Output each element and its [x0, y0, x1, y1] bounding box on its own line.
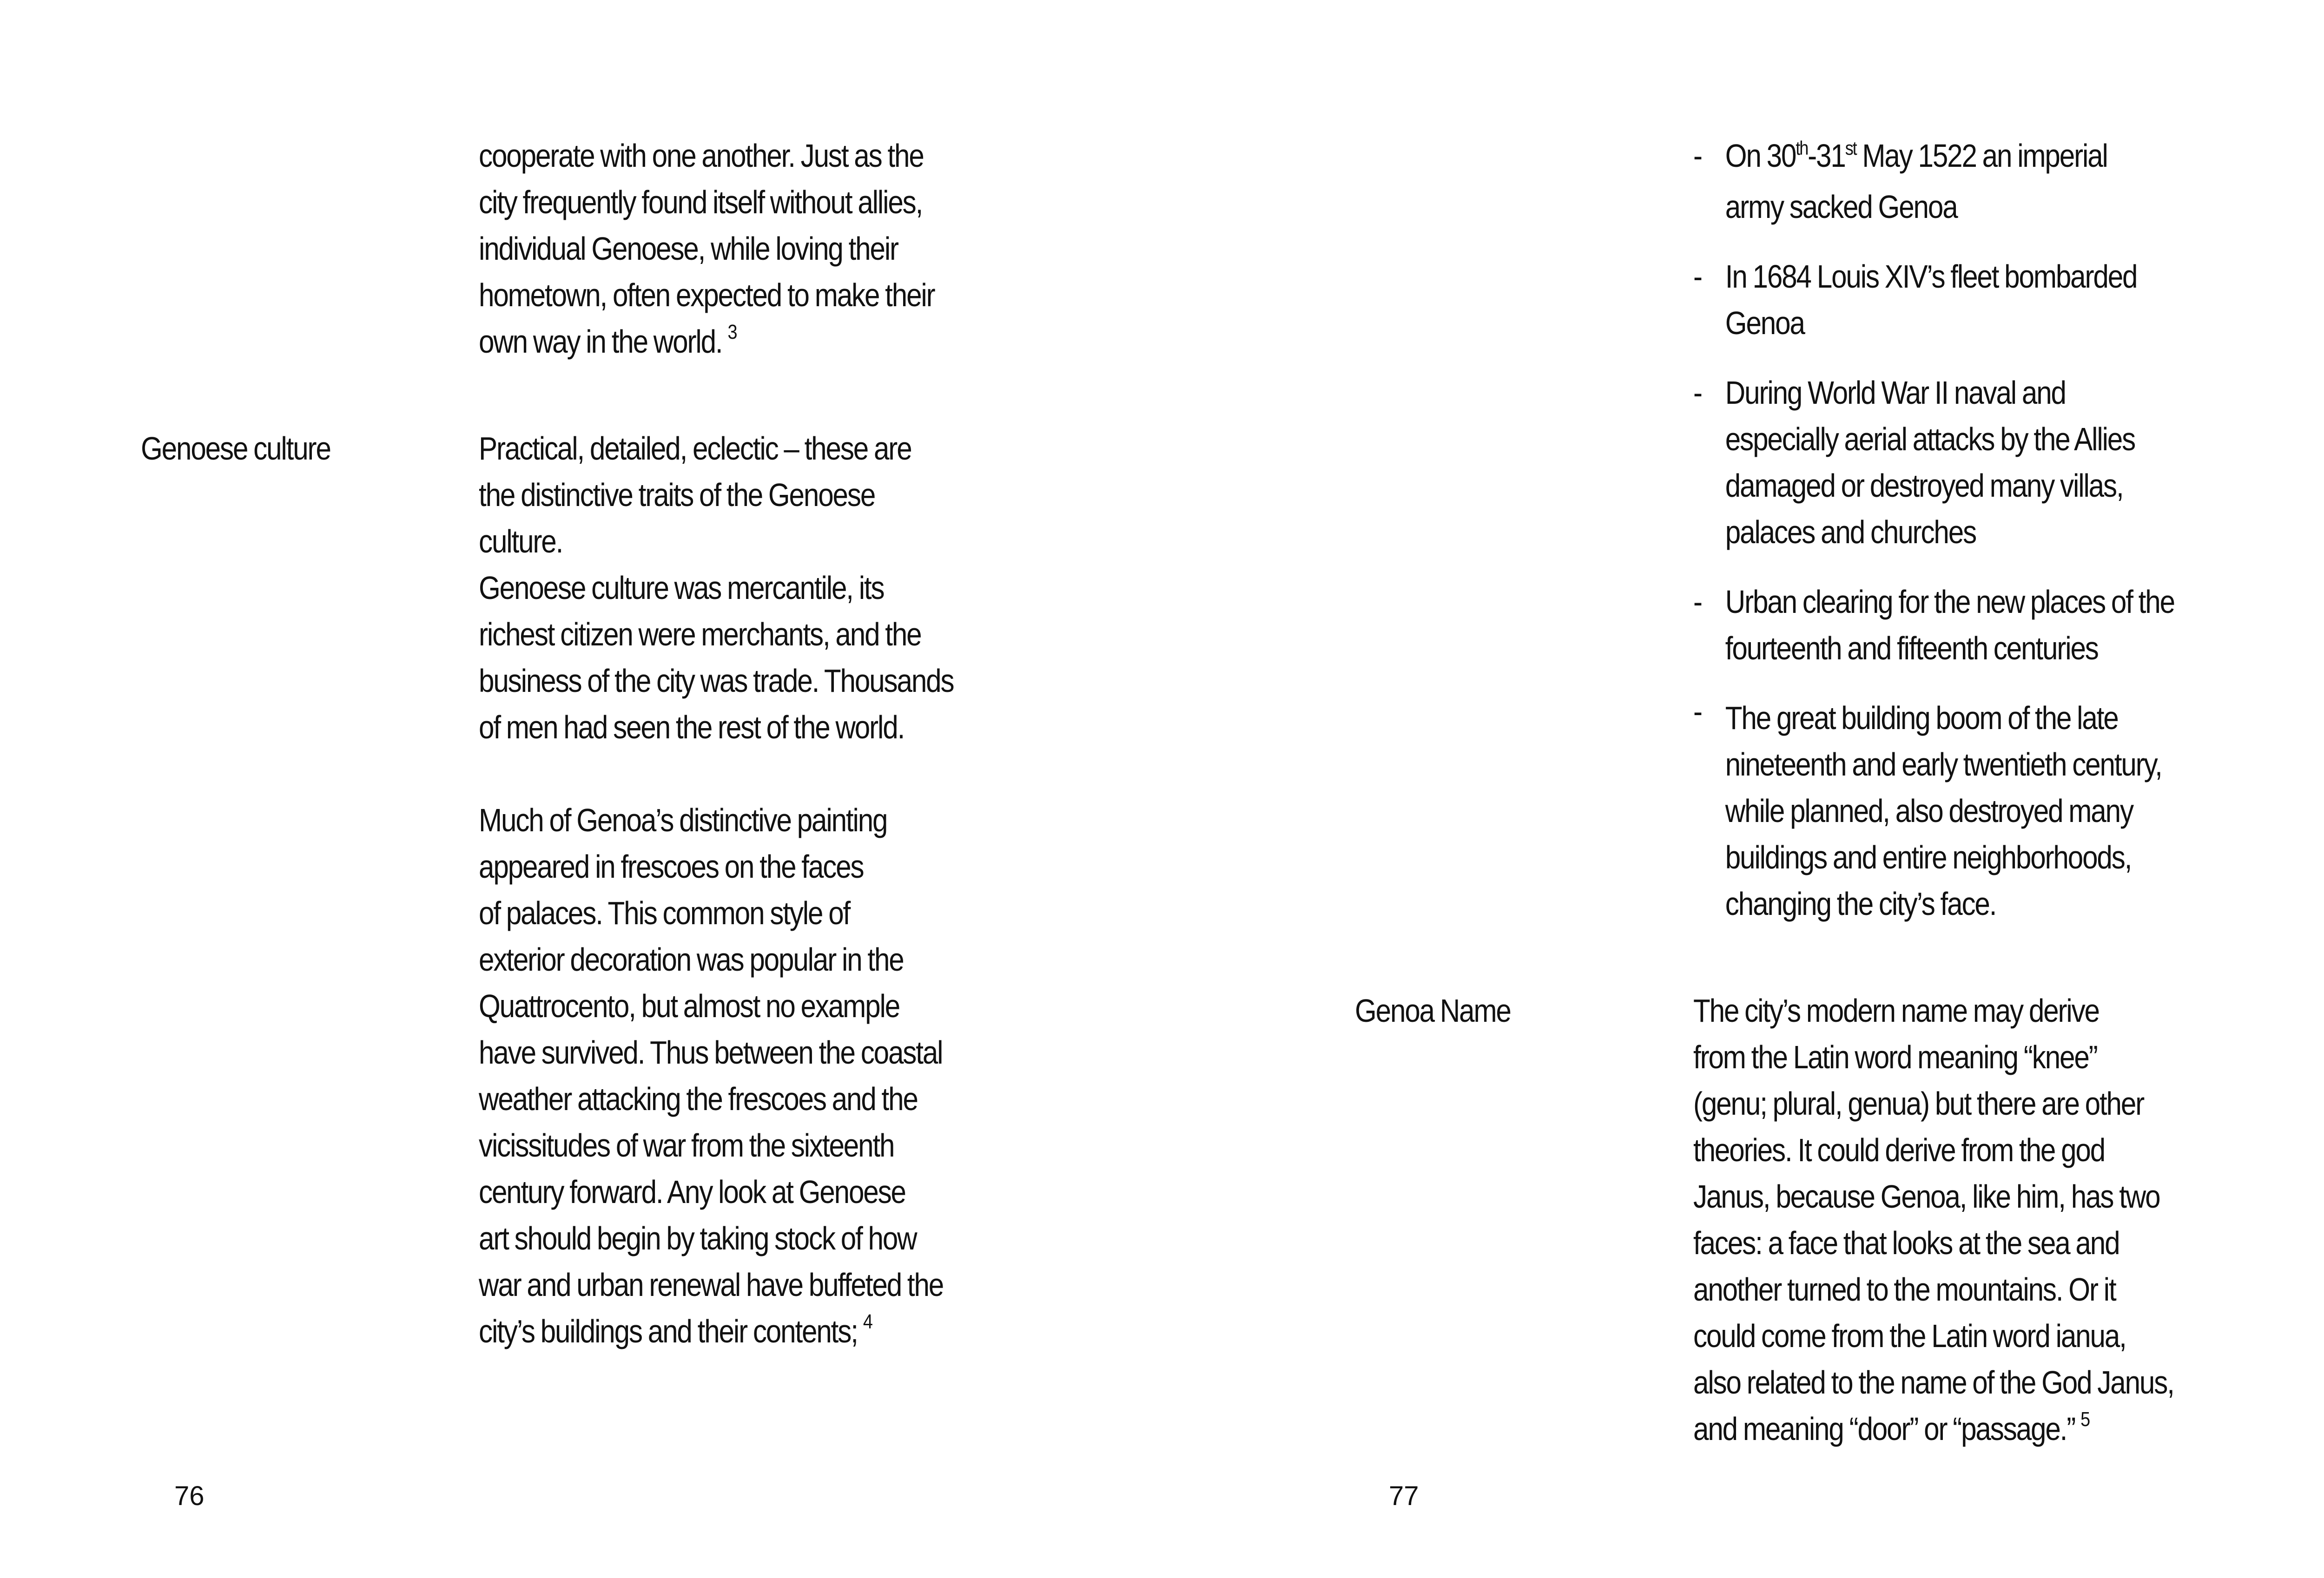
- text-line-content: own way in the world.: [479, 323, 722, 360]
- footnote-ref-5: 5: [2080, 1408, 2090, 1431]
- text-line: faces: a face that looks at the sea and: [1693, 1225, 2119, 1261]
- text-line: fourteenth and fifteenth centuries: [1725, 630, 2098, 666]
- text-line: nineteenth and early twentieth century,: [1725, 746, 2162, 782]
- text-line: individual Genoese, while loving their: [479, 230, 898, 267]
- right-page: [1208, 0, 2324, 1578]
- footnote-ref-3: 3: [727, 321, 737, 343]
- text-line: army sacked Genoa: [1725, 189, 1957, 225]
- text-line: (genu; plural, genua) but there are other: [1693, 1085, 2144, 1122]
- text-line: weather attacking the frescoes and the: [479, 1081, 918, 1117]
- genoese-culture-body: [479, 425, 953, 1359]
- text-line: culture.: [479, 523, 563, 559]
- text-line: have survived. Thus between the coastal: [479, 1034, 943, 1071]
- bullet-dash: -: [1693, 138, 1702, 174]
- text-line: damaged or destroyed many villas,: [1725, 467, 2123, 504]
- text-line: changing the city’s face.: [1725, 886, 1996, 922]
- text-line: In 1684 Louis XIV’s fleet bombarded: [1725, 258, 2137, 295]
- text-fragment: -31: [1808, 138, 1845, 174]
- bullet-dash: -: [1693, 693, 1702, 730]
- text-line: cooperate with one another. Just as the: [479, 138, 924, 174]
- text-line: Urban clearing for the new places of the: [1725, 584, 2174, 620]
- text-line: city frequently found itself without allies,: [479, 184, 923, 220]
- bullet-list-block: [1693, 132, 2174, 950]
- text-line: Genoa: [1725, 305, 1804, 341]
- text-line: exterior decoration was popular in the: [479, 941, 904, 978]
- text-line: of palaces. This common style of: [479, 895, 850, 931]
- text-line-content: city’s buildings and their contents;: [479, 1313, 858, 1349]
- text-line: could come from the Latin word ianua,: [1693, 1318, 2126, 1354]
- section-heading-genoese-culture: Genoese culture: [141, 430, 330, 467]
- text-line: another turned to the mountains. Or it: [1693, 1271, 2116, 1308]
- text-line: business of the city was trade. Thousands: [479, 663, 954, 699]
- ordinal-suffix: th: [1796, 137, 1808, 159]
- text-line: richest citizen were merchants, and the: [479, 616, 921, 652]
- bullet-dash: -: [1693, 584, 1702, 620]
- list-item: [1693, 369, 2174, 555]
- text-line: [479, 1308, 953, 1359]
- text-line: of men had seen the rest of the world.: [479, 709, 905, 745]
- text-line: the distinctive traits of the Genoese: [479, 477, 875, 513]
- text-line: [1693, 1406, 2174, 1457]
- ordinal-suffix: st: [1845, 137, 1856, 159]
- text-line: also related to the name of the God Janus,: [1693, 1364, 2174, 1400]
- continuation-paragraph: [479, 132, 935, 369]
- text-line: The city’s modern name may derive: [1693, 993, 2099, 1029]
- text-line: Much of Genoa’s distinctive painting: [479, 802, 887, 838]
- text-line: century forward. Any look at Genoese: [479, 1174, 905, 1210]
- list-item: [1693, 695, 2174, 927]
- list-item: [1693, 132, 2174, 230]
- text-line: buildings and entire neighborhoods,: [1725, 839, 2132, 875]
- list-item: [1693, 253, 2174, 346]
- text-line: war and urban renewal have buffeted the: [479, 1267, 944, 1303]
- genoa-name-body: [1693, 987, 2174, 1457]
- text-line: theories. It could derive from the god: [1693, 1132, 2105, 1168]
- text-fragment: On 30: [1725, 138, 1796, 174]
- text-line: Janus, because Genoa, like him, has two: [1693, 1178, 2160, 1215]
- text-line: The great building boom of the late: [1725, 700, 2118, 736]
- text-line: art should begin by taking stock of how: [479, 1220, 917, 1256]
- page-number-right: 77: [1389, 1481, 1419, 1511]
- text-line: especially aerial attacks by the Allies: [1725, 421, 2135, 457]
- section-heading-genoa-name: Genoa Name: [1355, 993, 1511, 1029]
- text-line-content: and meaning “door” or “passage.”: [1693, 1411, 2075, 1447]
- text-line: [479, 318, 935, 369]
- text-line: from the Latin word meaning “knee”: [1693, 1039, 2097, 1075]
- text-line: During World War II naval and: [1725, 375, 2066, 411]
- text-line: appeared in frescoes on the faces: [479, 848, 864, 885]
- text-line: palaces and churches: [1725, 514, 1976, 550]
- text-line: while planned, also destroyed many: [1725, 793, 2133, 829]
- text-line: Quattrocento, but almost no example: [479, 988, 900, 1024]
- footnote-ref-4: 4: [863, 1310, 872, 1333]
- text-line: hometown, often expected to make their: [479, 277, 935, 313]
- list-item: [1693, 579, 2174, 671]
- bullet-list: [1693, 132, 2174, 927]
- text-fragment: May 1522 an imperial: [1856, 138, 2107, 174]
- text-line: Practical, detailed, eclectic – these are: [479, 430, 911, 467]
- text-line: vicissitudes of war from the sixteenth: [479, 1127, 894, 1164]
- text-line: Genoese culture was mercantile, its: [479, 570, 884, 606]
- text-line: [1725, 132, 2174, 184]
- bullet-dash: -: [1693, 375, 1702, 411]
- paragraph-gap: [479, 750, 953, 797]
- page-number-left: 76: [174, 1481, 205, 1511]
- bullet-dash: -: [1693, 258, 1702, 295]
